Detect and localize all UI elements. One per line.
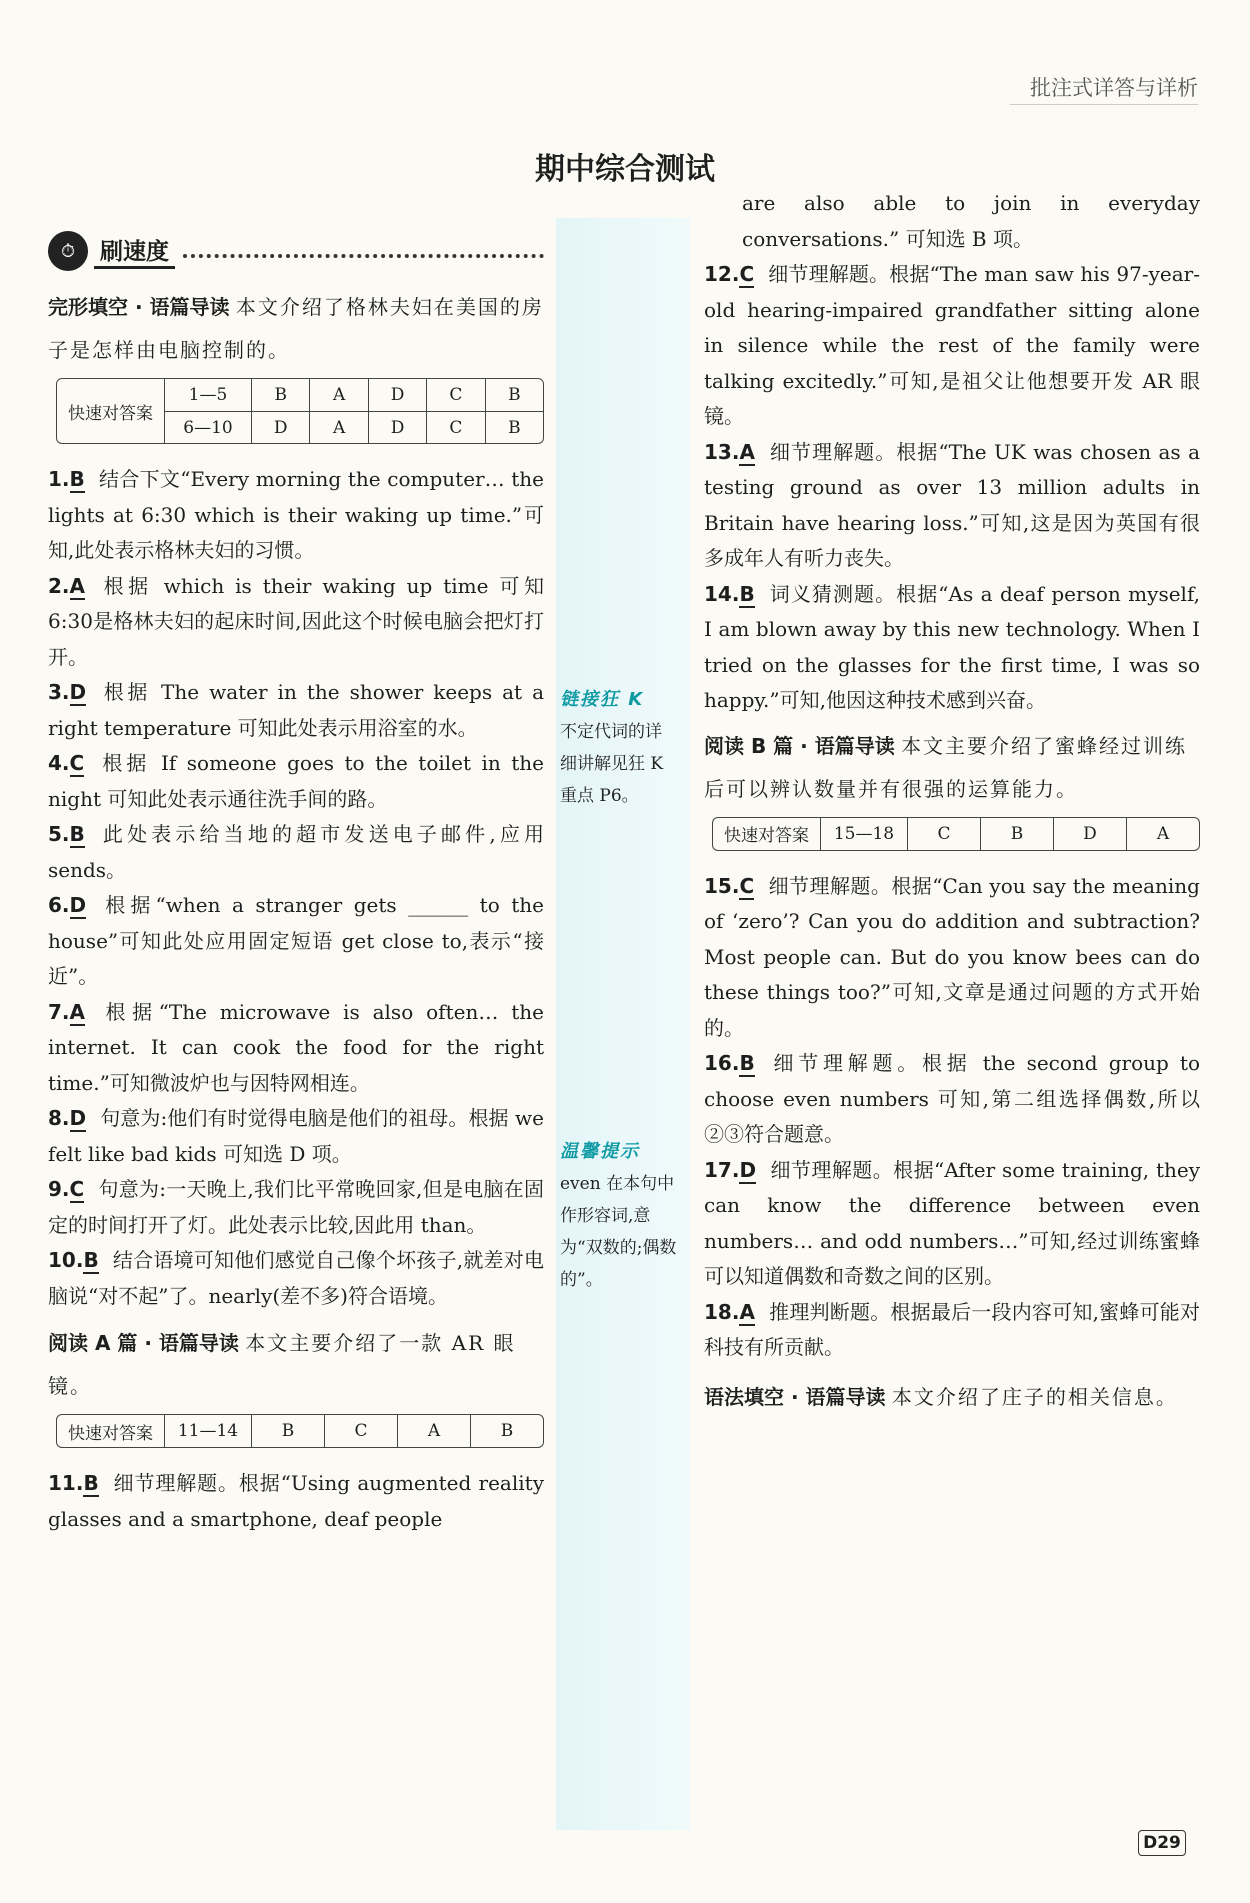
reading-b-guide	[704, 725, 1200, 811]
item-text: 根据 If someone goes to the toilet in the night 可知此处表示通往洗手间的路。	[48, 751, 544, 811]
page-title: 期中综合测试	[535, 152, 715, 187]
answer-grid	[165, 1415, 543, 1447]
item-number: 2.A	[48, 573, 85, 598]
right-column	[704, 186, 1200, 1419]
answer-label: 快速对答案	[57, 1415, 165, 1447]
answer-row	[821, 818, 1199, 850]
item-text: 结合下文“Every morning the computer… the lights at 6:30 which is their waking up time.”可知,此处表示格林夫妇的习惯。	[48, 467, 544, 562]
answer-item	[704, 257, 1200, 435]
guide-label: 阅读 A 篇 · 语篇导读	[48, 1331, 239, 1355]
side-note-tip	[560, 1136, 678, 1296]
cloze-answer-table	[56, 378, 544, 444]
answer-cell: C	[426, 379, 484, 411]
side-note-link	[560, 684, 678, 812]
item-number: 18.A	[704, 1299, 755, 1324]
answer-item	[48, 888, 544, 995]
answer-cell: C	[324, 1415, 397, 1447]
side-note-title: 链接狂 K	[560, 689, 645, 710]
item-text: 细节理解题。根据“Can you say the meaning of ‘zero’? Can you do addition and subtraction? Most people can. But do you know bees can do these things too?”可知,文章是通过问题的方式开始的。	[704, 873, 1200, 1040]
answer-row	[165, 1415, 543, 1447]
item-text: 细节理解题。根据“The UK was chosen as a testing ground as over 13 million adults in Britain have hearing loss.”可知,这是因为英国有很多成年人有听力丧失。	[704, 439, 1200, 570]
badge-label: 刷速度	[94, 233, 175, 269]
item-number: 3.D	[48, 680, 87, 704]
answer-range: 1—5	[188, 385, 228, 405]
answer-cell: C	[907, 818, 980, 850]
answer-cell: B	[485, 412, 543, 443]
item-number: 11.B	[48, 1471, 99, 1495]
item-number: 13.A	[704, 439, 755, 464]
guide-label: 完形填空 · 语篇导读	[48, 295, 230, 319]
answer-cell: D	[251, 412, 309, 443]
badge-divider	[183, 244, 544, 258]
answer-item	[48, 817, 544, 888]
speed-icon: ⏱	[48, 231, 88, 271]
answer-item	[48, 569, 544, 676]
side-note-title: 温馨提示	[560, 1141, 640, 1162]
side-note-text: 不定代词的详细讲解见狂 K 重点 P6。	[560, 722, 664, 806]
answer-item	[48, 1243, 544, 1314]
answer-range: 15—18	[833, 823, 895, 844]
answer-item	[48, 995, 544, 1102]
answer-cell: C	[426, 412, 484, 443]
guide-text: 本文主要介绍了一款 AR 眼镜。	[48, 1331, 516, 1398]
answer-item	[704, 577, 1200, 719]
item-number: 1.B	[48, 467, 85, 491]
side-note-text: even 在本句中作形容词,意为“双数的;偶数的”。	[560, 1174, 677, 1290]
header-divider	[1010, 104, 1198, 105]
answer-cell: B	[485, 379, 543, 411]
answer-cell: D	[1053, 818, 1126, 850]
answer-label: 快速对答案	[57, 379, 165, 443]
answer-cell: B	[980, 818, 1053, 850]
reading-a-answer-table	[56, 1414, 544, 1448]
answer-cell: B	[251, 1415, 324, 1447]
left-column	[48, 228, 544, 1537]
item-number: 5.B	[48, 822, 85, 846]
answer-grid	[165, 379, 543, 443]
answer-item	[704, 1153, 1200, 1295]
answer-cell: A	[397, 1415, 470, 1447]
item-number: 7.A	[48, 999, 85, 1024]
item-number: 17.D	[704, 1157, 757, 1182]
answer-cell: A	[1126, 818, 1199, 850]
item-number: 15.C	[704, 873, 755, 898]
answer-range: 11—14	[177, 1421, 239, 1441]
item-number: 16.B	[704, 1051, 755, 1075]
answer-item	[704, 1046, 1200, 1153]
answer-item	[704, 1295, 1200, 1366]
guide-label: 语法填空 · 语篇导读	[704, 1384, 886, 1409]
item-text: 细节理解题。根据“Using augmented reality glasses and a smartphone, deaf people	[48, 1471, 544, 1531]
item-text: 此处表示给当地的超市发送电子邮件,应用 sends。	[48, 822, 544, 882]
answer-item	[48, 1101, 544, 1172]
item-number: 14.B	[704, 581, 755, 606]
answer-cell: A	[309, 379, 367, 411]
item-text: 根据“The microwave is also often… the internet. It can cook the food for the right time.”可知微波炉也与因特网相连。	[48, 999, 544, 1095]
item-number: 4.C	[48, 751, 85, 775]
reading-a-guide	[48, 1322, 544, 1408]
answer-cell: B	[470, 1415, 543, 1447]
item-text: 推理判断题。根据最后一段内容可知,蜜蜂可能对科技有所贡献。	[704, 1299, 1200, 1359]
answer-cell: D	[368, 412, 426, 443]
side-note-strip	[556, 218, 690, 1830]
answer-item	[48, 675, 544, 746]
answer-label: 快速对答案	[713, 818, 821, 850]
answer-item	[48, 746, 544, 817]
item-number: 6.D	[48, 893, 87, 917]
grammar-guide	[704, 1376, 1200, 1419]
page-number: D29	[1138, 1830, 1186, 1856]
cloze-guide	[48, 286, 544, 372]
item-text: 细节理解题。根据“The man saw his 97-year-old hearing-impaired grandfather sitting alone in silence while the rest of the family were talking excitedly.”可知,是祖父让他想要开发 AR 眼镜。	[704, 262, 1200, 428]
item-text: 细节理解题。根据“After some training, they can know the difference between even numbers… and odd numbers…”可知,经过训练蜜蜂可以知道偶数和奇数之间的区别。	[704, 1157, 1200, 1288]
answer-row	[165, 411, 543, 443]
speed-badge	[48, 228, 544, 274]
answer-item	[48, 462, 544, 569]
answer-cell: A	[309, 412, 367, 443]
item-number: 8.D	[48, 1106, 87, 1130]
answer-item	[48, 1172, 544, 1243]
answer-cell: D	[368, 379, 426, 411]
item-text: 结合语境可知他们感觉自己像个坏孩子,就差对电脑说“对不起”了。nearly(差不多)符合语境。	[48, 1248, 544, 1308]
answer-item	[704, 435, 1200, 577]
guide-text: 本文介绍了格林夫妇在美国的房子是怎样由电脑控制的。	[48, 295, 544, 362]
guide-label: 阅读 B 篇 · 语篇导读	[704, 733, 895, 758]
header-section-label: 批注式详答与详析	[1030, 76, 1198, 100]
item-text: 词义猜测题。根据“As a deaf person myself, I am blown away by this new technology. When I tried on the glasses for the first time, I was so happy.”可知,他因这种技术感到兴奋。	[704, 581, 1200, 712]
answer-item	[704, 869, 1200, 1047]
item-number: 9.C	[48, 1177, 85, 1201]
item-text: 根据“when a stranger gets ______ to the house”可知此处应用固定短语 get close to,表示“接近”。	[48, 893, 544, 988]
item-number: 10.B	[48, 1248, 99, 1272]
item-text: 根据 which is their waking up time 可知 6:30是格林夫妇的起床时间,因此这个时候电脑会把灯打开。	[48, 573, 544, 669]
reading-b-answer-table	[712, 817, 1200, 851]
answer-row	[165, 379, 543, 411]
guide-text: 本文介绍了庄子的相关信息。	[891, 1384, 1178, 1409]
item-number: 12.C	[704, 262, 755, 286]
answer-grid	[821, 818, 1199, 850]
item-text: 句意为:他们有时觉得电脑是他们的祖母。根据 we felt like bad kids 可知选 D 项。	[48, 1106, 544, 1166]
item-text: 句意为:一天晚上,我们比平常晚回家,但是电脑在固定的时间打开了灯。此处表示比较,因此用 than。	[48, 1177, 544, 1237]
guide-text: 本文主要介绍了蜜蜂经过训练后可以辨认数量并有很强的运算能力。	[704, 733, 1188, 801]
answer-item-continued: are also able to join in everyday conversations.” 可知选 B 项。	[742, 191, 1200, 251]
answer-cell: B	[251, 379, 309, 411]
answer-range: 6—10	[183, 417, 233, 438]
item-text: 根据 The water in the shower keeps at a right temperature 可知此处表示用浴室的水。	[48, 680, 544, 740]
item-text: 细节理解题。根据 the second group to choose even numbers 可知,第二组选择偶数,所以②③符合题意。	[704, 1051, 1200, 1146]
answer-item	[48, 1466, 544, 1537]
